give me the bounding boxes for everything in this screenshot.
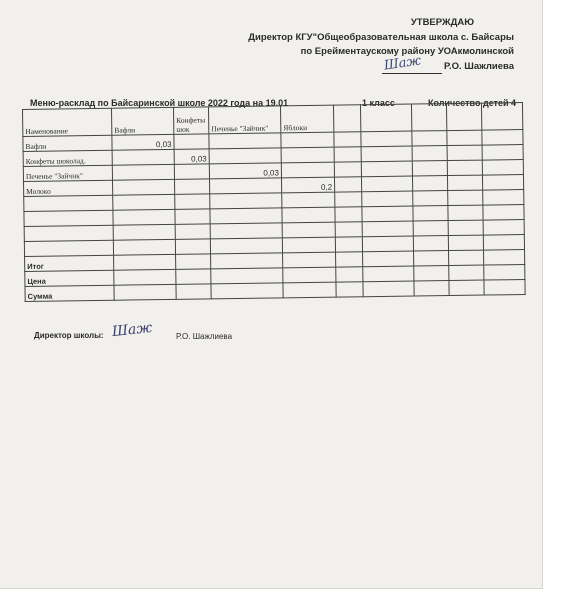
- value-cell: [209, 133, 281, 149]
- value-cell: [174, 164, 209, 179]
- value-cell: [175, 194, 210, 209]
- footer-name: Р.О. Шажлиева: [176, 332, 233, 341]
- value-cell: [282, 192, 335, 208]
- header-cell: [333, 105, 360, 132]
- value-cell: [447, 160, 482, 175]
- value-cell: [484, 249, 525, 265]
- row-label-cell: [24, 195, 113, 211]
- menu-title: Меню-расклад по Байсаринской школе 2022 года на 19.01: [30, 98, 289, 108]
- value-cell: [483, 220, 524, 236]
- approval-signature-name: Р.О. Шажлиева: [444, 60, 514, 72]
- value-cell: [334, 177, 361, 192]
- header-cell: Печенье "Зайчик": [208, 106, 280, 134]
- value-cell: [483, 205, 524, 221]
- value-cell: [484, 264, 525, 280]
- value-cell: [482, 160, 523, 176]
- header-cell: Вафли: [111, 107, 173, 135]
- header-cell: [411, 104, 446, 131]
- value-cell: [335, 222, 362, 237]
- value-cell: [281, 147, 334, 163]
- value-cell: [334, 162, 361, 177]
- value-cell: [361, 146, 412, 162]
- value-cell: [175, 209, 210, 224]
- value-cell: [483, 190, 524, 206]
- value-cell: [210, 208, 282, 224]
- approval-line-1: Директор КГУ"Общеобразовательная школа с. Байсары: [248, 31, 514, 43]
- header-cell: [360, 104, 411, 132]
- value-cell: [281, 162, 334, 178]
- value-cell: [361, 161, 412, 177]
- row-label-cell: Сумма: [25, 285, 114, 301]
- value-cell: [282, 207, 335, 223]
- row-label-cell: Конфеты шоколад.: [23, 150, 112, 166]
- value-cell: [114, 284, 176, 300]
- header-cell: Наменование: [23, 108, 112, 136]
- value-cell: [448, 235, 483, 250]
- value-cell: [210, 193, 282, 209]
- value-cell: [175, 239, 210, 254]
- value-cell: [362, 206, 413, 222]
- value-cell: [335, 192, 362, 207]
- value-cell: [413, 221, 448, 236]
- row-label-cell: Молоко: [24, 180, 113, 196]
- value-cell: [363, 281, 414, 297]
- value-cell: [209, 178, 281, 194]
- value-cell: [335, 207, 362, 222]
- value-cell: [113, 209, 175, 225]
- row-label-cell: Итог: [25, 255, 114, 271]
- value-cell: [283, 252, 336, 268]
- value-cell: [210, 223, 282, 239]
- row-label-cell: Цена: [25, 270, 114, 286]
- signature-line: [382, 53, 442, 74]
- value-cell: [334, 147, 361, 162]
- value-cell: [210, 238, 282, 254]
- header-cell: Яблоки: [280, 105, 333, 133]
- value-cell: [283, 282, 336, 298]
- value-cell: [282, 237, 335, 253]
- value-cell: [412, 176, 447, 191]
- value-cell: 0,2: [281, 177, 334, 193]
- value-cell: 0,03: [112, 134, 174, 150]
- header-cell: [446, 103, 481, 130]
- value-cell: [336, 267, 363, 282]
- value-cell: [334, 132, 361, 147]
- row-label-cell: Вафли: [23, 135, 112, 151]
- row-label-cell: [24, 210, 113, 226]
- value-cell: [112, 149, 174, 165]
- value-cell: [447, 145, 482, 160]
- header-cell: [481, 103, 522, 131]
- approval-signature-row: [234, 53, 514, 75]
- value-cell: [362, 191, 413, 207]
- value-cell: [174, 134, 209, 149]
- value-cell: [449, 265, 484, 280]
- menu-table: [22, 102, 526, 302]
- value-cell: [412, 161, 447, 176]
- approval-block: [234, 16, 514, 74]
- approval-line-2: по Ерейментаускому району УОАкмолинской: [300, 46, 514, 57]
- value-cell: [114, 269, 176, 285]
- value-cell: [483, 234, 524, 250]
- value-cell: [176, 254, 211, 269]
- value-cell: [482, 145, 523, 161]
- value-cell: [412, 146, 447, 161]
- value-cell: [113, 194, 175, 210]
- value-cell: [484, 279, 525, 295]
- value-cell: [211, 268, 283, 284]
- value-cell: [361, 131, 412, 147]
- value-cell: 0,03: [174, 149, 209, 164]
- value-cell: [449, 250, 484, 265]
- value-cell: [414, 281, 449, 296]
- grade-label: 1 класс: [362, 98, 395, 108]
- header-cell: Конфеты шок: [173, 107, 208, 134]
- value-cell: [211, 283, 283, 299]
- row-label-cell: Печенье "Зайчик": [23, 165, 112, 181]
- value-cell: [335, 237, 362, 252]
- row-label-cell: [24, 225, 113, 241]
- value-cell: [113, 224, 175, 240]
- value-cell: [448, 220, 483, 235]
- value-cell: [447, 130, 482, 145]
- value-cell: [414, 251, 449, 266]
- value-cell: [114, 254, 176, 270]
- value-cell: [113, 179, 175, 195]
- footer-label: Директор школы:: [34, 331, 104, 340]
- value-cell: [414, 266, 449, 281]
- footer-handwritten-signature: Шаж: [111, 319, 153, 341]
- value-cell: [176, 284, 211, 299]
- value-cell: [482, 175, 523, 191]
- value-cell: [362, 236, 413, 252]
- value-cell: [449, 280, 484, 295]
- value-cell: [413, 206, 448, 221]
- value-cell: [336, 282, 363, 297]
- value-cell: [282, 222, 335, 238]
- row-label-cell: [24, 240, 113, 256]
- value-cell: [176, 269, 211, 284]
- value-cell: [412, 131, 447, 146]
- value-cell: [211, 253, 283, 269]
- value-cell: [413, 236, 448, 251]
- value-cell: 0,03: [209, 163, 281, 179]
- value-cell: [447, 175, 482, 190]
- value-cell: [363, 251, 414, 267]
- approval-heading: УТВЕРЖДАЮ: [410, 17, 474, 28]
- value-cell: [336, 252, 363, 267]
- children-count: Количество детей 4: [428, 98, 517, 108]
- value-cell: [361, 176, 412, 192]
- value-cell: [363, 266, 414, 282]
- value-cell: [174, 179, 209, 194]
- value-cell: [482, 130, 523, 146]
- value-cell: [175, 224, 210, 239]
- value-cell: [448, 190, 483, 205]
- handwritten-signature: Шаж: [383, 53, 423, 74]
- value-cell: [413, 191, 448, 206]
- value-cell: [362, 221, 413, 237]
- value-cell: [209, 148, 281, 164]
- value-cell: [112, 164, 174, 180]
- value-cell: [283, 267, 336, 283]
- value-cell: [113, 239, 175, 255]
- value-cell: [448, 205, 483, 220]
- value-cell: [281, 132, 334, 148]
